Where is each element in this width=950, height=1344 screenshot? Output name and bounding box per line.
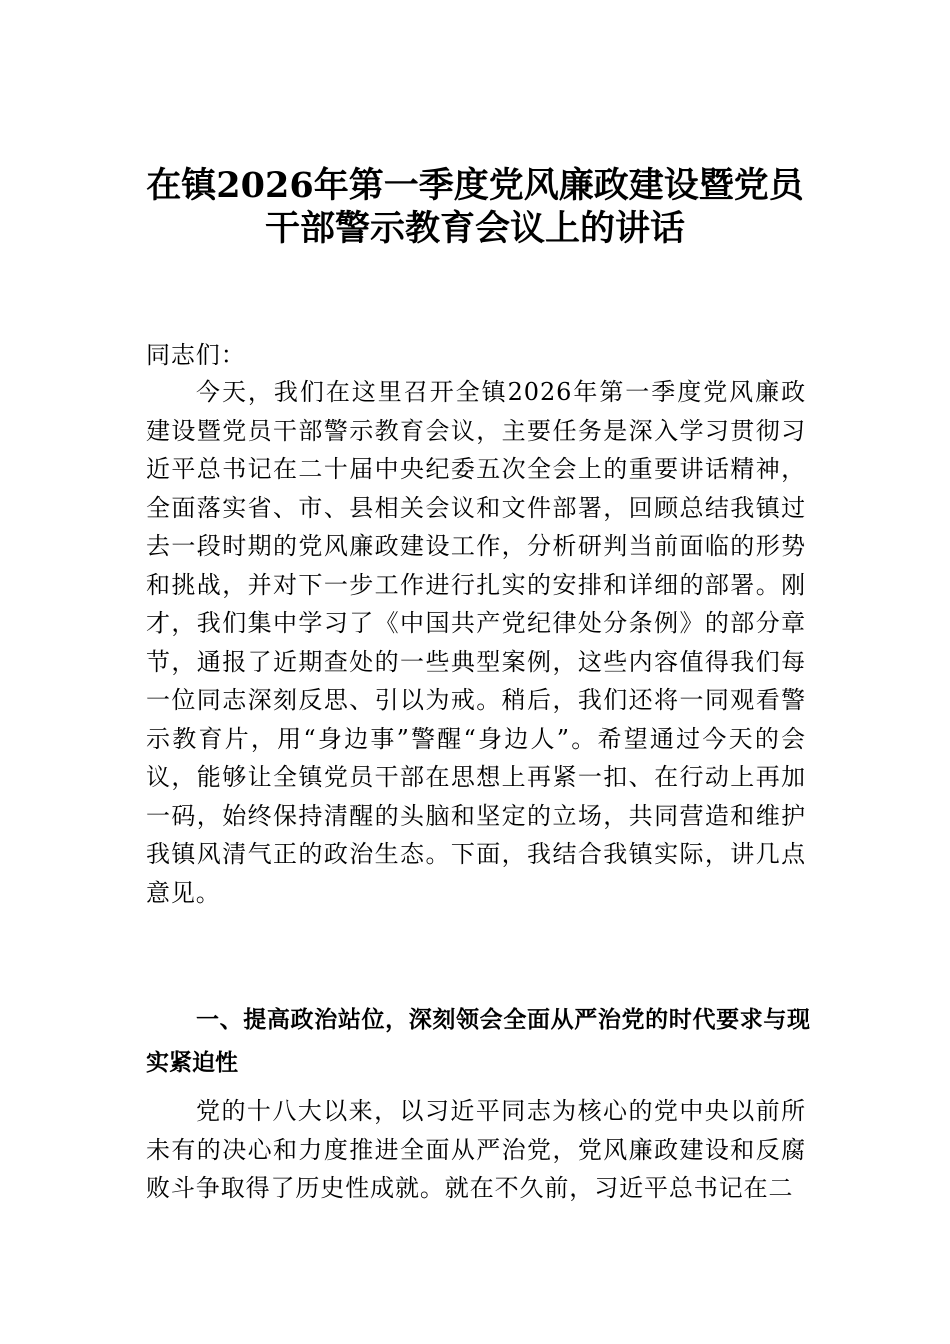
document-title-line-1: 在镇2026年第一季度党风廉政建设暨党员 bbox=[146, 165, 804, 206]
section-1-paragraph: 党的十八大以来，以习近平同志为核心的党中央以前所未有的决心和力度推进全面从严治党，党风廉政建设和反腐败斗争取得了历史性成就。就在不久前，习近平总书记在二 bbox=[146, 1097, 806, 1202]
section-heading-1: 一、提高政治站位，深刻领会全面从严治党的时代要求与现实紧迫性 bbox=[146, 1007, 810, 1076]
document-title-line-2: 干部警示教育会议上的讲话 bbox=[264, 208, 685, 249]
salutation: 同志们： bbox=[146, 341, 246, 369]
opening-paragraph: 今天，我们在这里召开全镇2026年第一季度党风廉政建设暨党员干部警示教育会议，主要任务是深入学习贯彻习近平总书记在二十届中央纪委五次全会上的重要讲话精神，全面落实省、市、县相关会议和文件部署，回顾总结我镇过去一段时期的党风廉政建设工作，分析研判当前面临的形势和挑战，并对下一步工作进行扎实的安排和详细的部署。刚才，我们集中学习了《中国共产党纪律处分条例》的部分章节，通报了近期查处的一些典型案例，这些内容值得我们每一位同志深刻反思、引以为戒。稍后，我们还将一同观看警示教育片，用“身边事”警醒“身边人”。希望通过今天的会议，能够让全镇党员干部在思想上再紧一扣、在行动上再加一码，始终保持清醒的头脑和坚定的立场，共同营造和维护我镇风清气正的政治生态。下面，我结合我镇实际，讲几点意见。 bbox=[146, 378, 806, 907]
